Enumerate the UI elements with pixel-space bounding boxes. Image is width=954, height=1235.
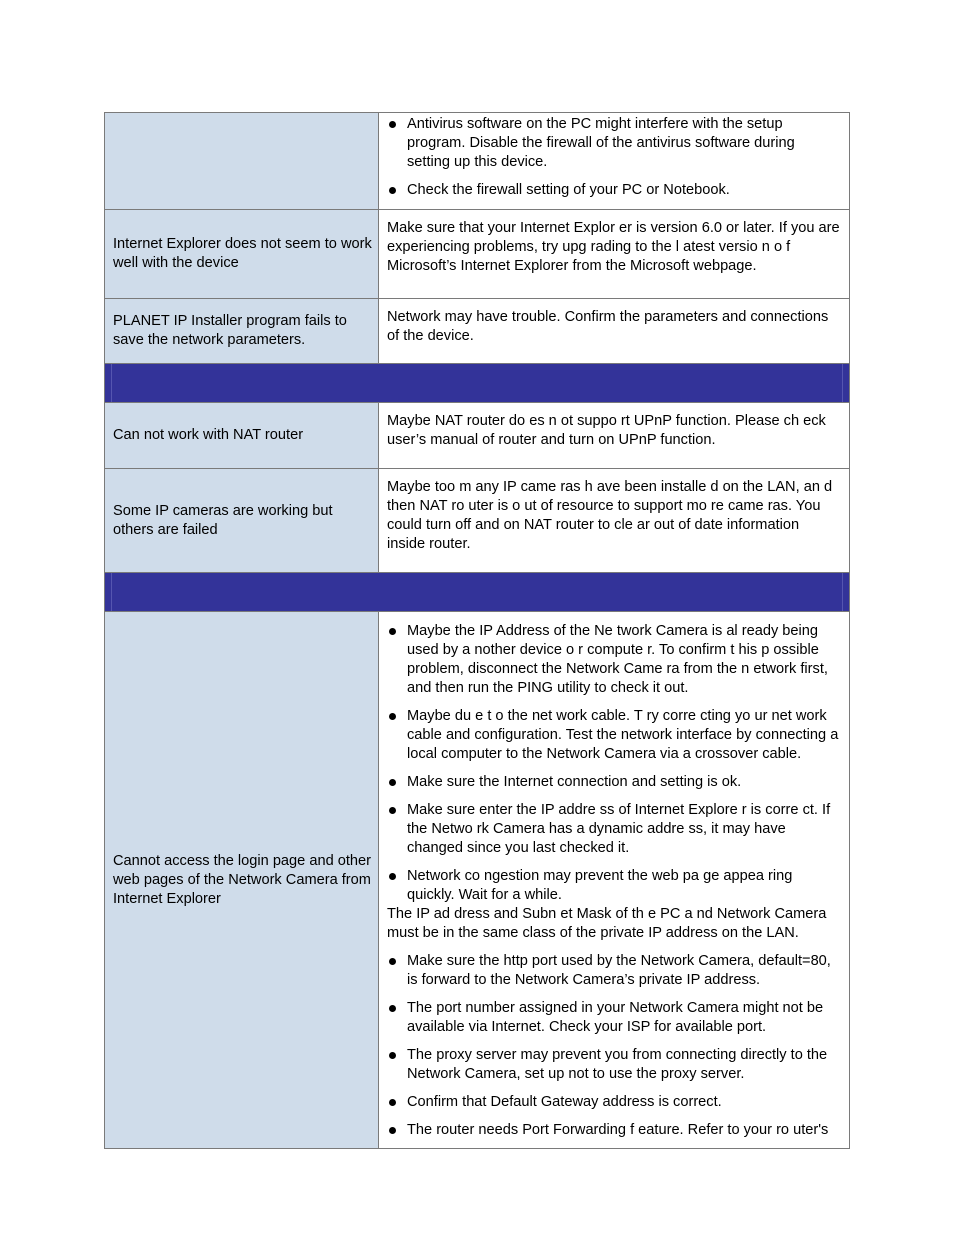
problem-cell: Some IP cameras are working but others are failed bbox=[105, 469, 379, 573]
list-item: Make sure the http port used by the Network Camera, default=80, is forward to the Network Camera’s private IP address. bbox=[387, 952, 841, 990]
list-item: Check the firewall setting of your PC or Notebook. bbox=[387, 181, 841, 200]
table-row bbox=[105, 469, 850, 573]
solution-text: Make sure that your Internet Explor er is version 6.0 or later. If you are experiencing problems, try upg rading to the l atest versio n o f Microsoft’s Internet Explorer from the Microsoft webpage. bbox=[387, 220, 840, 274]
solution-cell bbox=[379, 612, 850, 1149]
solution-text: Network may have trouble. Confirm the parameters and connections of the device. bbox=[387, 309, 829, 344]
section-band-inner bbox=[111, 573, 843, 611]
list-item: Make sure enter the IP addre ss of Internet Explore r is corre ct. If the Netwo rk Camera has a dynamic addre ss, it may have changed since you last checked it. bbox=[387, 801, 841, 858]
problem-cell: Can not work with NAT router bbox=[105, 403, 379, 469]
problem-cell: PLANET IP Installer program fails to save the network parameters. bbox=[105, 299, 379, 364]
list-item: Make sure the Internet connection and setting is ok. bbox=[387, 773, 841, 792]
list-item: The port number assigned in your Network Camera might not be available via Internet. Check your ISP for available port. bbox=[387, 999, 841, 1037]
solution-cell bbox=[379, 210, 850, 299]
list-item: The router needs Port Forwarding f eature. Refer to your ro uter's bbox=[387, 1121, 841, 1140]
table-row bbox=[105, 210, 850, 299]
list-item: Maybe the IP Address of the Ne twork Camera is al ready being used by a nother device o r compute r. To confirm t his p ossible problem, disconnect the Network Came ra from the n etwork first, and then run the PING utility to check it out. bbox=[387, 622, 841, 698]
table-row bbox=[105, 113, 850, 210]
troubleshooting-table bbox=[104, 112, 850, 1149]
section-band bbox=[105, 364, 850, 403]
solution-cell bbox=[379, 299, 850, 364]
list-item: Antivirus software on the PC might interfere with the setup program. Disable the firewall of the antivirus software during setting up this device. bbox=[387, 115, 841, 172]
solution-text: Maybe NAT router do es n ot suppo rt UPnP function. Please ch eck user’s manual of router and turn on UPnP function. bbox=[387, 413, 826, 448]
solution-paragraph: The IP ad dress and Subn et Mask of th e PC a nd Network Camera must be in the same class of the private IP address on the LAN. bbox=[387, 906, 827, 941]
solution-text: Maybe too m any IP came ras h ave been installe d on the LAN, an d then NAT ro uter is o ut of resource to support mo re came ras. You could turn off and on NAT router to cle ar out of date information inside router. bbox=[387, 479, 833, 552]
list-item: The proxy server may prevent you from connecting directly to the Network Camera, set up not to use the proxy server. bbox=[387, 1046, 841, 1084]
section-band-inner bbox=[111, 364, 843, 402]
problem-cell: Internet Explorer does not seem to work well with the device bbox=[105, 210, 379, 299]
solution-cell bbox=[379, 469, 850, 573]
list-item: Confirm that Default Gateway address is correct. bbox=[387, 1093, 841, 1112]
list-item: Network co ngestion may prevent the web pa ge appea ring quickly. Wait for a while. bbox=[387, 867, 841, 905]
list-item: Maybe du e t o the net work cable. T ry corre cting yo ur net work cable and configuration. Test the network interface by connecting a local computer to the Network Camera via a crossover cable. bbox=[387, 707, 841, 764]
solution-list bbox=[387, 952, 841, 1140]
problem-cell bbox=[105, 113, 379, 210]
problem-cell: Cannot access the login page and other web pages of the Network Camera from Internet Explorer bbox=[105, 612, 379, 1149]
section-band bbox=[105, 573, 850, 612]
table-row bbox=[105, 299, 850, 364]
solution-list bbox=[387, 622, 841, 905]
table-row bbox=[105, 612, 850, 1149]
solution-list bbox=[387, 115, 841, 200]
solution-cell bbox=[379, 403, 850, 469]
table-row bbox=[105, 403, 850, 469]
solution-cell bbox=[379, 113, 850, 210]
